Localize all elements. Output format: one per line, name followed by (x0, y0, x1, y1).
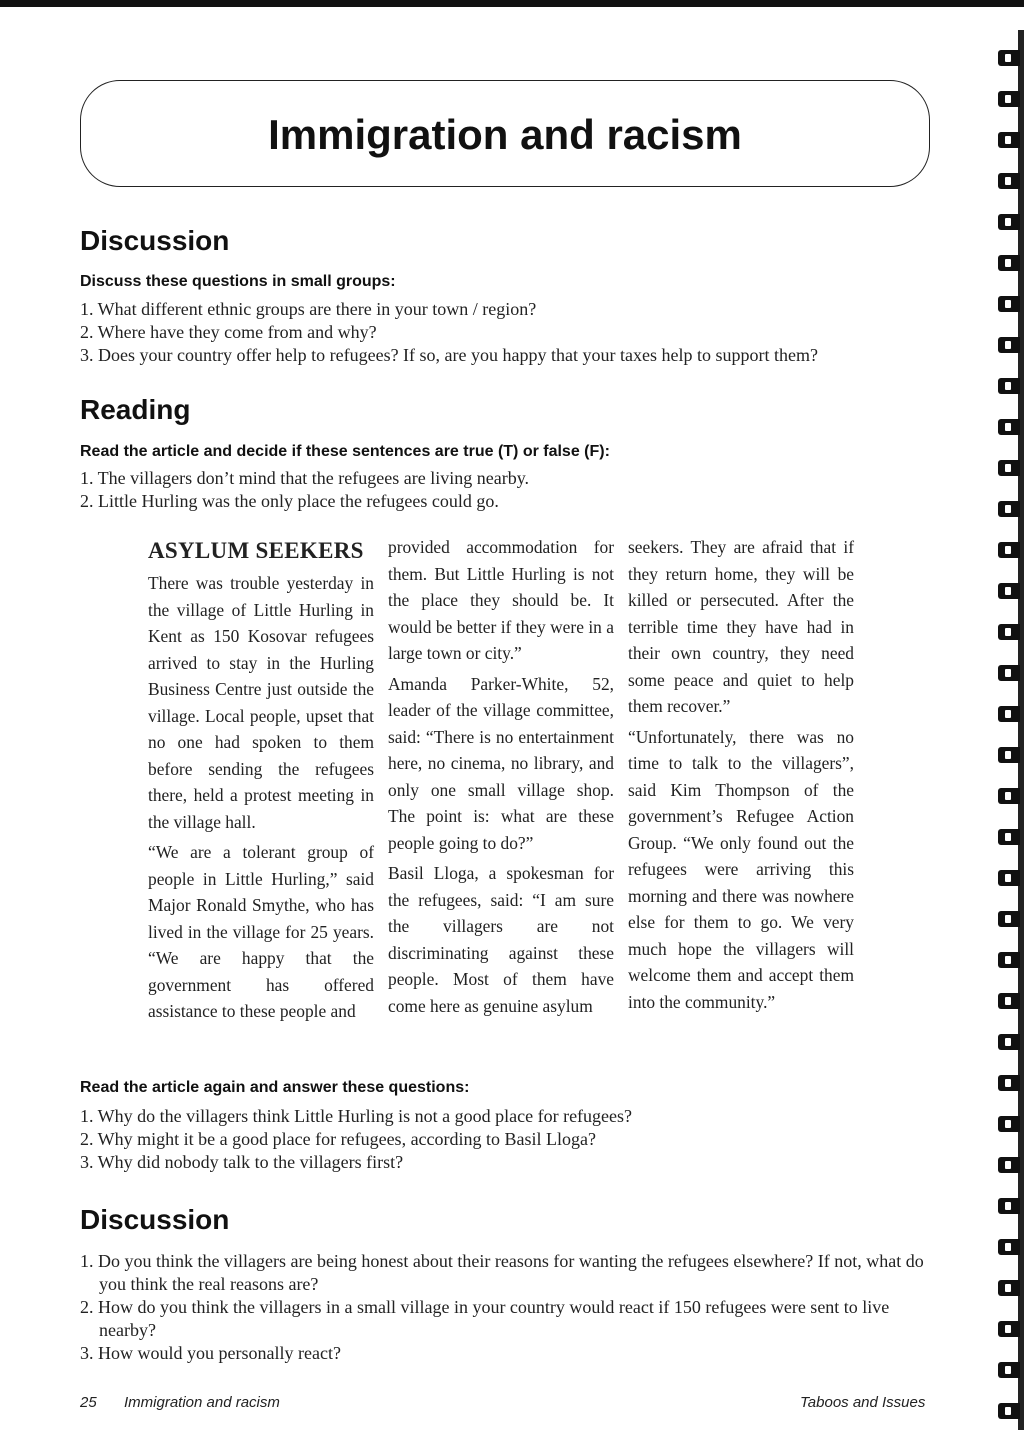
reading-heading: Reading (80, 394, 191, 425)
article-column-2 (388, 534, 614, 1023)
binding-ring (998, 419, 1020, 435)
binding-ring (998, 50, 1020, 66)
footer-page-number: 25 (80, 1394, 97, 1411)
page-title: Immigration and racism (268, 111, 742, 158)
list-item: 1. Do you think the villagers are being honest about their reasons for wanting the refugees elsewhere? If not, what do you think the real reasons are? (80, 1251, 924, 1294)
article-headline: ASYLUM SEEKERS (148, 538, 364, 563)
binding-ring (998, 337, 1020, 353)
scan-top-edge (0, 0, 1024, 7)
list-item: 1. The villagers don’t mind that the refugees are living nearby. (80, 468, 530, 488)
binding-ring (998, 1321, 1020, 1337)
binding-ring (998, 1280, 1020, 1296)
spiral-binding (986, 30, 1024, 1430)
list-item: 1. What different ethnic groups are there in your town / region? (80, 299, 537, 319)
footer-book-title: Taboos and Issues (800, 1394, 926, 1411)
discussion-instruction: Discuss these questions in small groups: (80, 273, 396, 290)
discussion2-questions (80, 1250, 940, 1365)
binding-ring (998, 829, 1020, 845)
article-paragraph: provided accommodation for them. But Little Hurling is not the place they should be. It would be better if they were in a large town or city.” (388, 537, 614, 663)
binding-ring (998, 296, 1020, 312)
article-paragraph: There was trouble yesterday in the village of Little Hurling in Kent as 150 Kosovar refugees arrived to stay in the Hurling Business Centre just outside the village. Local people, upset that no one had spoken to them before sending the refugees there, held a protest meeting in the village hall. (148, 573, 374, 832)
list-item: 3. How would you personally react? (80, 1343, 341, 1363)
binding-ring (998, 1034, 1020, 1050)
binding-ring (998, 501, 1020, 517)
binding-ring (998, 214, 1020, 230)
binding-spine (1018, 30, 1024, 1430)
binding-ring (998, 624, 1020, 640)
list-item: 3. Does your country offer help to refugees? If so, are you happy that your taxes help to support them? (80, 345, 818, 365)
binding-ring (998, 747, 1020, 763)
binding-ring (998, 911, 1020, 927)
article-paragraph: “Unfortunately, there was no time to talk to the villagers”, said Kim Thompson of the government’s Refugee Action Group. “We only found out the refugees were arriving this morning and there was nowhere else for them to go. We very much hope the villagers will welcome them and accept them into the community.” (628, 726, 854, 1012)
binding-ring (998, 1362, 1020, 1378)
discussion2-heading: Discussion (80, 1204, 230, 1235)
binding-ring (998, 665, 1020, 681)
binding-ring (998, 173, 1020, 189)
binding-ring (998, 1116, 1020, 1132)
binding-ring (998, 460, 1020, 476)
binding-ring (998, 1198, 1020, 1214)
reading-instruction: Read the article and decide if these sentences are true (T) or false (F): (80, 443, 610, 460)
reading2-questions (80, 1105, 940, 1174)
discussion-questions (80, 298, 940, 367)
true-false-sentences (80, 467, 940, 513)
article-paragraph: Basil Lloga, a spokesman for the refugees, said: “I am sure the villagers are not discriminating against these people. Most of them have come here as genuine asylum (388, 863, 614, 1016)
article-paragraph: Amanda Parker-White, 52, leader of the village committee, said: “There is no entertainment here, no cinema, no library, and only one small village shop. The point is: what are these people going to do?” (388, 673, 614, 853)
binding-ring (998, 542, 1020, 558)
binding-ring (998, 378, 1020, 394)
list-item: 2. Where have they come from and why? (80, 322, 377, 342)
binding-ring (998, 1239, 1020, 1255)
list-item: 2. Why might it be a good place for refugees, according to Basil Lloga? (80, 1129, 597, 1149)
article-paragraph: “We are a tolerant group of people in Little Hurling,” said Major Ronald Smythe, who has lived in the village for 25 years. “We are happy that the government has offered assistance to these people and (148, 842, 374, 1021)
binding-ring (998, 583, 1020, 599)
reading2-instruction: Read the article again and answer these questions: (80, 1079, 470, 1096)
list-item: 2. Little Hurling was the only place the refugees could go. (80, 491, 499, 511)
list-item: 2. How do you think the villagers in a small village in your country would react if 150 refugees were sent to live nearby? (80, 1297, 890, 1340)
binding-ring (998, 870, 1020, 886)
footer-chapter: Immigration and racism (124, 1394, 280, 1411)
binding-ring (998, 952, 1020, 968)
binding-ring (998, 706, 1020, 722)
binding-ring (998, 255, 1020, 271)
discussion-heading: Discussion (80, 225, 230, 256)
article (148, 536, 858, 1056)
binding-ring (998, 993, 1020, 1009)
binding-ring (998, 1157, 1020, 1173)
binding-ring (998, 1403, 1020, 1419)
article-column-3 (628, 534, 854, 1019)
article-paragraph: seekers. They are afraid that if they return home, they will be killed or persecuted. After the terrible time they have had in their own country, they need some peace and quiet to help them recover.” (628, 537, 854, 716)
binding-ring (998, 91, 1020, 107)
article-column-1 (148, 536, 374, 1029)
binding-ring (998, 788, 1020, 804)
list-item: 1. Why do the villagers think Little Hurling is not a good place for refugees? (80, 1106, 633, 1126)
list-item: 3. Why did nobody talk to the villagers first? (80, 1152, 404, 1172)
binding-ring (998, 1075, 1020, 1091)
